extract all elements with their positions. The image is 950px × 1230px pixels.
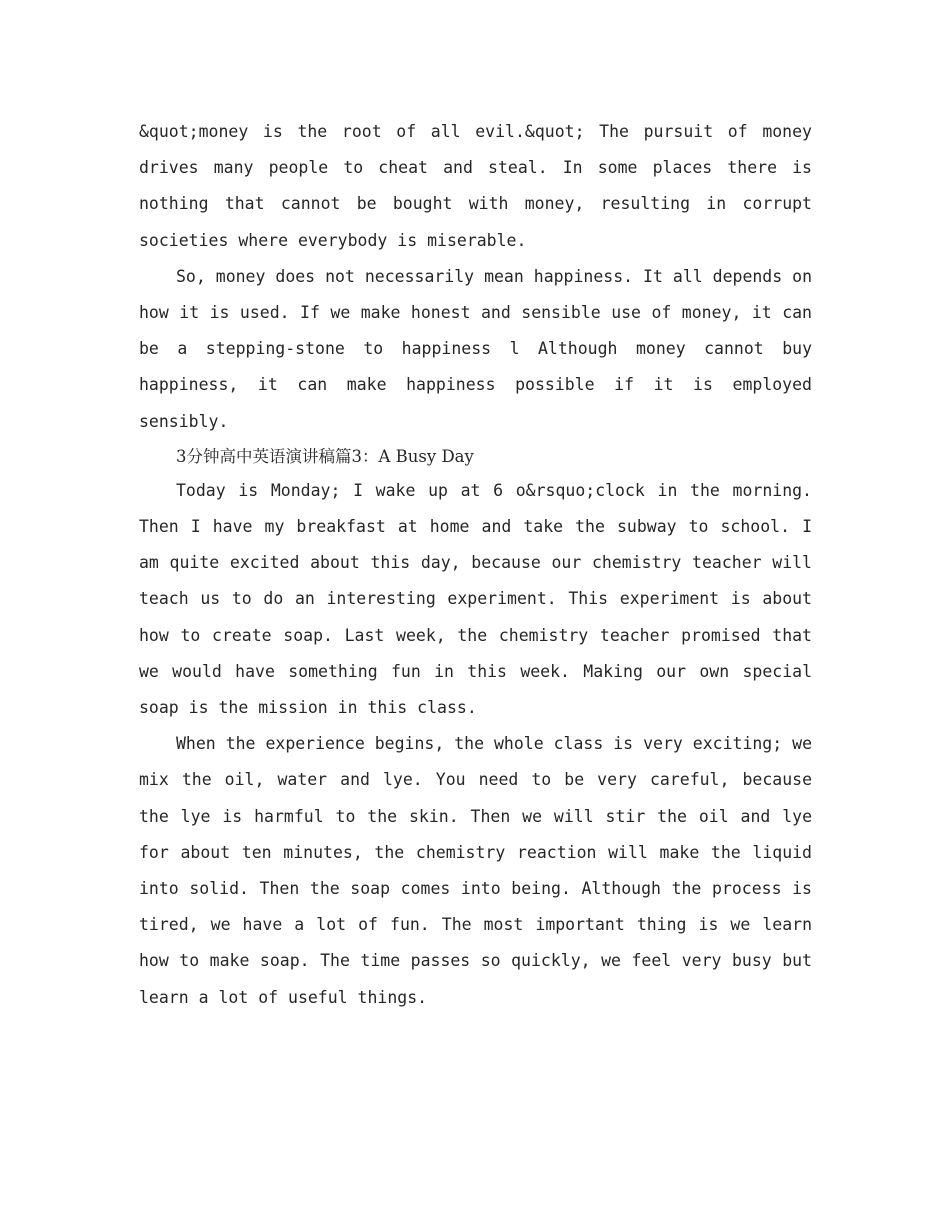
- paragraph-busy-day-morning: Today is Monday; I wake up at 6 o&rsquo;clock in the morning. Then I have my breakfast at home and take the subway to school. I am quite excited about this day, because our chemistry teacher will teach us to do an interesting experiment. This experiment is about how to create soap. Last week, the chemistry teacher promised that we would have something fun in this week. Making our own special soap is the mission in this class.: [139, 480, 812, 718]
- paragraph-money-evil: &quot;money is the root of all evil.&quot; The pursuit of money drives many people to cheat and steal. In some places there is nothing that cannot be bought with money, resulting in corrupt societies where everybody is miserable.: [139, 122, 812, 250]
- paragraph-busy-day-experiment: When the experience begins, the whole class is very exciting; we mix the oil, water and lye. You need to be very careful, because the lye is harmful to the skin. Then we will stir the oil and lye for about ten minutes, the chemistry reaction will make the liquid into solid. Then the soap comes into being. Although the process is tired, we have a lot of fun. The most important thing is we learn how to make soap. The time passes so quickly, we feel very busy but learn a lot of useful things.: [139, 734, 812, 1007]
- section-heading: 3分钟高中英语演讲稿篇3：A Busy Day: [176, 446, 474, 466]
- paragraph-money-happiness: So, money does not necessarily mean happiness. It all depends on how it is used. If we make honest and sensible use of money, it can be a stepping-stone to happiness l Although money cannot buy happiness, it can make happiness possible if it is employed sensibly.: [139, 266, 812, 431]
- document-body: [139, 114, 812, 1016]
